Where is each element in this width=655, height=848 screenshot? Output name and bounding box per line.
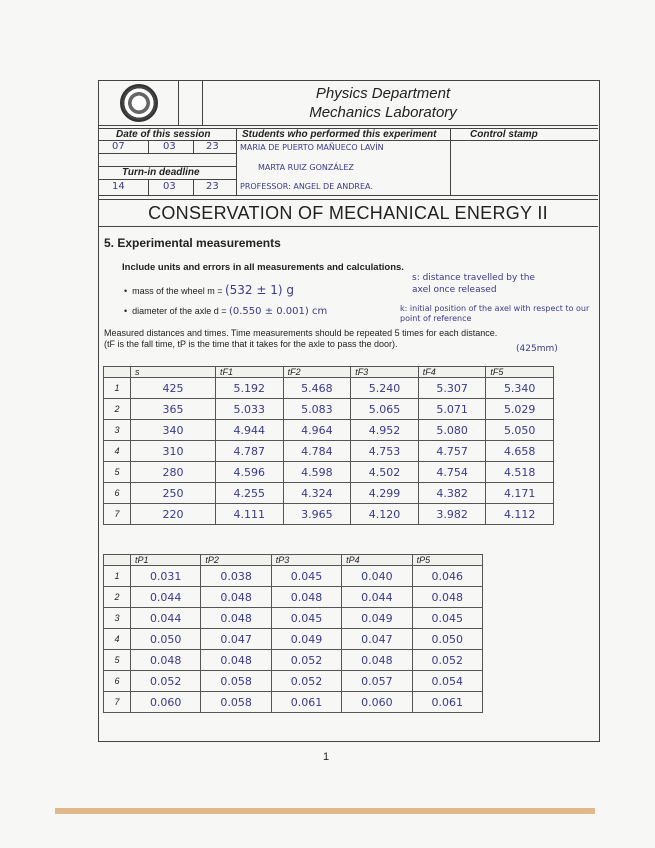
table-cell: 0.045 (271, 608, 341, 629)
table-cell: 5.083 (283, 399, 351, 420)
table1-header (104, 367, 554, 378)
table-cell: 0.048 (342, 650, 412, 671)
table-cell: 0.047 (201, 629, 271, 650)
col-tf1: tF1 (216, 367, 284, 378)
table-row (104, 566, 483, 587)
table-cell: 4.753 (351, 441, 419, 462)
table-cell: 5.071 (418, 399, 486, 420)
row-index: 7 (104, 692, 131, 713)
table-cell: 0.061 (271, 692, 341, 713)
table-cell: 5.468 (283, 378, 351, 399)
row-index: 3 (104, 608, 131, 629)
table2-header (104, 555, 483, 566)
table-row (104, 378, 554, 399)
col-s: s (131, 367, 216, 378)
table-cell: 0.048 (201, 608, 271, 629)
row-index: 4 (104, 629, 131, 650)
table-row (104, 441, 554, 462)
table-cell: 0.040 (342, 566, 412, 587)
table-cell: 4.120 (351, 504, 419, 525)
table-cell: 310 (131, 441, 216, 462)
table-cell: 4.324 (283, 483, 351, 504)
diam-line: • diameter of the axle d = (0.550 ± 0.001) cm (124, 306, 328, 317)
stamp-label: Control stamp (470, 129, 538, 140)
col-tp5: tP5 (412, 555, 482, 566)
col-tp1: tP1 (131, 555, 201, 566)
table-cell: 0.045 (412, 608, 482, 629)
table-row (104, 399, 554, 420)
col-tf4: tF4 (418, 367, 486, 378)
col-tp2: tP2 (201, 555, 271, 566)
table-cell: 4.964 (283, 420, 351, 441)
table-cell: 0.054 (412, 671, 482, 692)
row-index: 5 (104, 462, 131, 483)
table-cell: 4.382 (418, 483, 486, 504)
table-cell: 3.982 (418, 504, 486, 525)
table-row (104, 483, 554, 504)
table-cell: 5.050 (486, 420, 554, 441)
deadline-month: 03 (163, 181, 176, 192)
fall-time-table (103, 366, 554, 525)
desc-line2: (tF is the fall time, tP is the time that it takes for the axle to pass the door). (104, 339, 398, 349)
note-k: k: initial position of the axel with respect to our point of reference (400, 304, 590, 323)
table-cell: 0.044 (342, 587, 412, 608)
table-cell: 0.061 (412, 692, 482, 713)
table-cell: 4.255 (216, 483, 284, 504)
table-cell: 0.057 (342, 671, 412, 692)
table-cell: 4.754 (418, 462, 486, 483)
dept-line1: Physics Department (315, 85, 451, 102)
table-cell: 0.031 (131, 566, 201, 587)
table-cell: 0.044 (131, 587, 201, 608)
table-cell: 0.048 (201, 587, 271, 608)
table-cell: 0.050 (412, 629, 482, 650)
info-grid (98, 128, 598, 196)
table-cell: 5.240 (351, 378, 419, 399)
table-cell: 4.502 (351, 462, 419, 483)
table-row (104, 671, 483, 692)
table-cell: 4.944 (216, 420, 284, 441)
mass-value: (532 ± 1) g (224, 283, 294, 297)
pass-time-table (103, 554, 483, 713)
department-title (283, 84, 483, 122)
col-tf2: tF2 (283, 367, 351, 378)
table-cell: 425 (131, 378, 216, 399)
table-cell: 0.052 (271, 650, 341, 671)
student-1: MARIA DE PUERTO MAÑUECO LAVÍN (240, 143, 384, 152)
table-row (104, 629, 483, 650)
student-2: MARTA RUIZ GONZÁLEZ (258, 163, 354, 172)
table-cell: 5.080 (418, 420, 486, 441)
date-year: 23 (206, 141, 219, 152)
note-ref: (425mm) (516, 344, 558, 354)
table-row (104, 608, 483, 629)
row-index: 4 (104, 441, 131, 462)
table-cell: 0.060 (131, 692, 201, 713)
table-cell: 0.060 (342, 692, 412, 713)
table-cell: 220 (131, 504, 216, 525)
table-cell: 0.048 (131, 650, 201, 671)
table-cell: 5.340 (486, 378, 554, 399)
table-cell: 4.952 (351, 420, 419, 441)
table-cell: 0.052 (131, 671, 201, 692)
table-cell: 5.192 (216, 378, 284, 399)
scan-edge-stripe (55, 808, 595, 814)
row-index: 2 (104, 587, 131, 608)
date-label: Date of this session (116, 129, 211, 140)
table-cell: 4.596 (216, 462, 284, 483)
dept-line2: Mechanics Laboratory (309, 104, 457, 121)
table-cell: 4.111 (216, 504, 284, 525)
section-heading: 5. Experimental measurements (104, 236, 281, 250)
table-cell: 4.787 (216, 441, 284, 462)
table-cell: 0.047 (342, 629, 412, 650)
row-index: 5 (104, 650, 131, 671)
deadline-label: Turn-in deadline (122, 167, 200, 178)
table-cell: 250 (131, 483, 216, 504)
table-cell: 5.033 (216, 399, 284, 420)
table-row (104, 692, 483, 713)
table-cell: 4.757 (418, 441, 486, 462)
row-index: 6 (104, 671, 131, 692)
mass-line: • mass of the wheel m = (532 ± 1) g (124, 283, 294, 297)
table-cell: 0.058 (201, 671, 271, 692)
table-cell: 365 (131, 399, 216, 420)
table-cell: 0.050 (131, 629, 201, 650)
diam-value: (0.550 ± 0.001) cm (228, 306, 328, 317)
row-index: 1 (104, 566, 131, 587)
table-cell: 0.049 (271, 629, 341, 650)
blank-cell (178, 80, 203, 125)
table-cell: 0.045 (271, 566, 341, 587)
instruction: Include units and errors in all measurements and calculations. (122, 262, 404, 273)
table-cell: 280 (131, 462, 216, 483)
table-cell: 0.044 (131, 608, 201, 629)
table-cell: 4.299 (351, 483, 419, 504)
date-month: 03 (163, 141, 176, 152)
table-cell: 4.171 (486, 483, 554, 504)
row-index: 1 (104, 378, 131, 399)
university-seal-icon (120, 84, 158, 122)
table-row (104, 462, 554, 483)
table-cell: 3.965 (283, 504, 351, 525)
students-label: Students who performed this experiment (242, 129, 437, 140)
col-tf5: tF5 (486, 367, 554, 378)
page-title: CONSERVATION OF MECHANICAL ENERGY II (98, 199, 598, 227)
table-cell: 0.049 (342, 608, 412, 629)
table-cell: 4.658 (486, 441, 554, 462)
table-cell: 0.046 (412, 566, 482, 587)
desc-line1: Measured distances and times. Time measurements should be repeated 5 times for each distance. (104, 328, 498, 338)
row-index: 6 (104, 483, 131, 504)
table-cell: 340 (131, 420, 216, 441)
table-cell: 4.112 (486, 504, 554, 525)
table-cell: 4.784 (283, 441, 351, 462)
table-cell: 0.058 (201, 692, 271, 713)
table-cell: 4.598 (283, 462, 351, 483)
form-header (98, 80, 598, 126)
col-tp3: tP3 (271, 555, 341, 566)
table-cell: 5.065 (351, 399, 419, 420)
table-cell: 5.029 (486, 399, 554, 420)
table-cell: 0.052 (271, 671, 341, 692)
deadline-day: 14 (112, 181, 125, 192)
row-index: 2 (104, 399, 131, 420)
row-index: 3 (104, 420, 131, 441)
row-index: 7 (104, 504, 131, 525)
description (104, 328, 584, 350)
table-cell: 0.048 (201, 650, 271, 671)
note-s: s: distance travelled by the axel once released (412, 273, 535, 295)
professor: PROFESSOR: ANGEL DE ANDREA. (240, 182, 373, 191)
table-row (104, 420, 554, 441)
col-tp4: tP4 (342, 555, 412, 566)
deadline-year: 23 (206, 181, 219, 192)
table-cell: 0.038 (201, 566, 271, 587)
table-cell: 5.307 (418, 378, 486, 399)
logo-cell (98, 80, 179, 125)
date-day: 07 (112, 141, 125, 152)
table-cell: 0.048 (271, 587, 341, 608)
table-cell: 0.048 (412, 587, 482, 608)
table-cell: 0.052 (412, 650, 482, 671)
table-row (104, 504, 554, 525)
page-number: 1 (323, 751, 330, 763)
table-cell: 4.518 (486, 462, 554, 483)
table-row (104, 587, 483, 608)
col-tf3: tF3 (351, 367, 419, 378)
table-row (104, 650, 483, 671)
